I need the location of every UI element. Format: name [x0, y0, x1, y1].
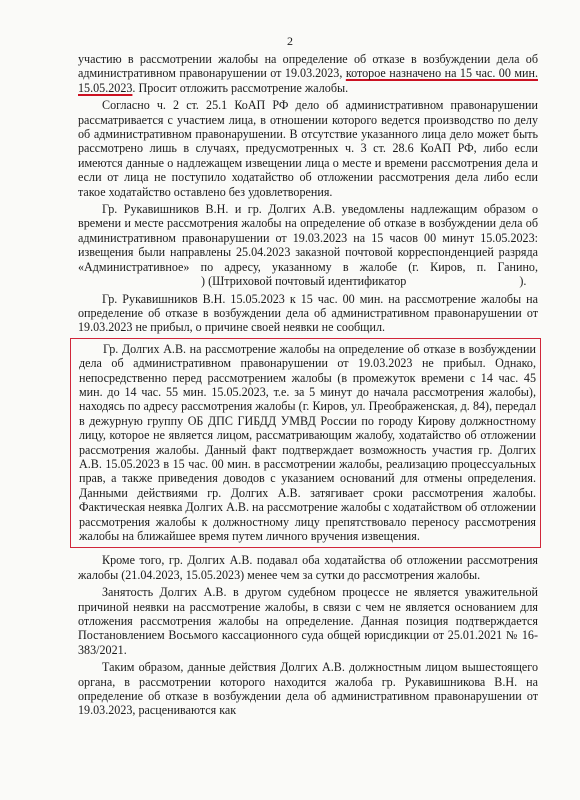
- paragraph-3-text-a: Гр. Рукавишников В.Н. и гр. Долгих А.В. уведомлены надлежащим образом о времени и месте рассмотрения жалобы на определение об отказе в возбуждении дела об административном правонарушении от 19.03.2023 на 15 часов 00 минут 15.05.2023: извещения были направлены 25.04.2023 заказной почтовой корреспонденцией разряда «Административное» по адресу, указанному в жалобе (г. Киров, п. Ганино,: [78, 202, 538, 274]
- paragraph-1: [78, 52, 538, 95]
- paragraph-3-text-c: ).: [519, 274, 527, 289]
- paragraph-7: Занятость Долгих А.В. в другом судебном процессе не является уважительной причиной неявки на рассмотрение жалобы, в связи с чем не является основанием для отложения рассмотрения жалобы на определение. Данная позиция подтверждается Постановлением Восьмого кассационного суда общей юрисдикции от 25.01.2021 № 16-383/2021.: [78, 585, 538, 657]
- red-highlight-box: [70, 338, 541, 549]
- paragraph-1-text-c: . Просит отложить рассмотрение жалобы.: [132, 80, 349, 95]
- paragraph-1-text-a: участию в рассмотрении жалобы на определение об отказе в возбуждении дела об административном правонарушении от 19.03.2023,: [78, 52, 538, 81]
- paragraph-4: Гр. Рукавишников В.Н. 15.05.2023 к 15 час. 00 мин. на рассмотрение жалобы на определение об отказе в возбуждении дела об административном правонарушении от 19.03.2023 не прибыл, о причине своей неявки не сообщил.: [78, 291, 538, 335]
- page-number: 2: [287, 34, 293, 48]
- paragraph-8: Таким образом, данные действия Долгих А.В. должностным лицом вышестоящего органа, в рассмотрении которого находится жалоба гр. Рукавишникова В.Н. на определение об отказе в возбуждении дела об административном правонарушении от 19.03.2023, расцениваются как: [78, 660, 538, 718]
- paragraph-2: Согласно ч. 2 ст. 25.1 КоАП РФ дело об административном правонарушении рассматривается с участием лица, в отношении которого ведется производство по делу об административном правонарушении. В отсутствие указанного лица дело может быть рассмотрено лишь в случаях, предусмотренных ч. 3 ст. 28.6 КоАП РФ, либо если имеются данные о надлежащем извещении лица о месте и времени рассмотрения дела и если от лица не поступило ходатайство об отложении рассмотрения дела либо если такое ходатайство оставлено без удовлетворения.: [78, 98, 538, 199]
- paragraph-3-text-b: ) (Штриховой почтовый идентификатор: [201, 274, 407, 289]
- highlighted-hearing-time: которое назначено на 15 час. 00 мин. 15.05.2023: [78, 66, 538, 95]
- paragraph-5: Гр. Долгих А.В. на рассмотрение жалобы на определение об отказе в возбуждении дела об административном правонарушении от 19.03.2023 не прибыл. Однако, непосредственно перед рассмотрением жалобы (в промежуток времени с 14 час. 45 мин. до 14 час. 55 мин. 15.05.2023, т.е. за 5 минут до начала рассмотрения жалобы), находясь по адресу рассмотрения жалобы (г. Киров, ул. Преображенская, д. 84), передал в дежурную группу ОБ ДПС ГИБДД УМВД России по городу Кирову должностному лицу, которое не является лицом, рассматривающим жалобу, ходатайство об отложении рассмотрения жалобы. Данный факт подтверждает возможность участия гр. Долгих А.В. 15.05.2023 в 15 час. 00 мин. в рассмотрении жалобы, реализацию процессуальных прав, а также приведения доводов с указанием оснований для отмены определения. Данными действиями гр. Долгих А.В. затягивает сроки рассмотрения жалобы. Фактическая неявка Долгих А.В. на рассмотрение жалобы с ходатайством об отложении рассмотрения жалобы к должностному лицу препятствовало переносу рассмотрения жалобы на ближайшее время путем личного вручения извещения.: [79, 341, 536, 543]
- paragraph-6: Кроме того, гр. Долгих А.В. подавал оба ходатайства об отложении рассмотрения жалобы (21.04.2023, 15.05.2023) менее чем за сутки до рассмотрения жалобы.: [78, 553, 538, 582]
- paragraph-3: [78, 202, 538, 288]
- document-body: [78, 52, 538, 718]
